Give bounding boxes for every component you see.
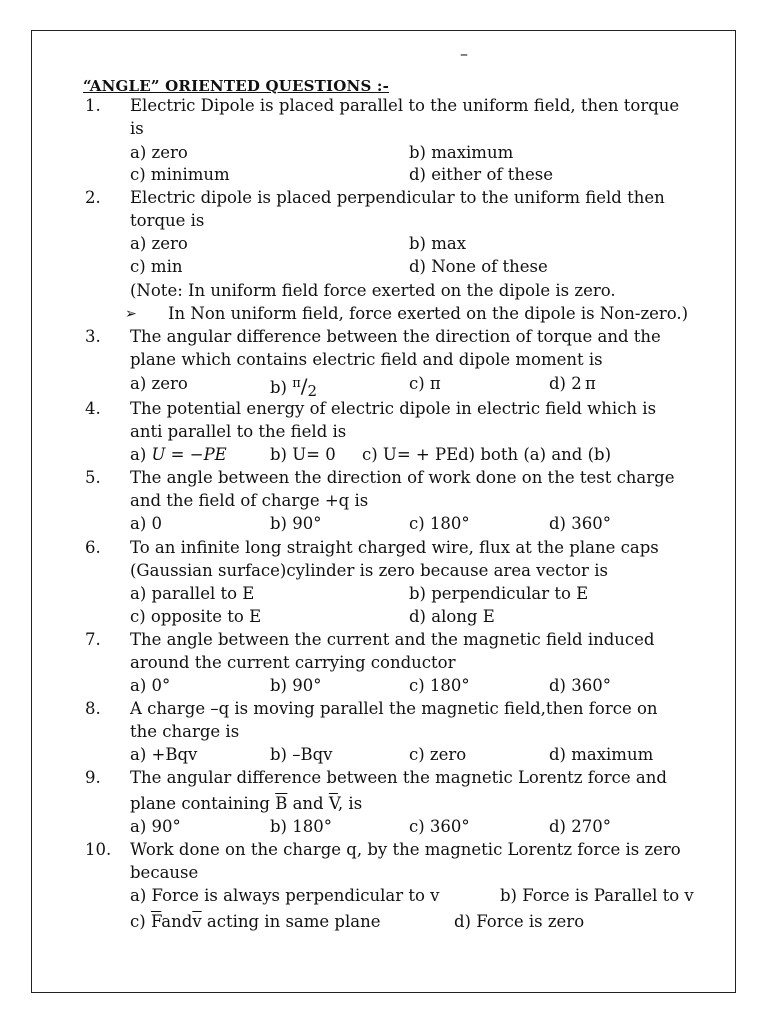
- option-c: c) 180°: [409, 514, 470, 533]
- option-a: a) 90°: [130, 817, 181, 836]
- question-number: 4.: [85, 399, 101, 418]
- question-text: To an infinite long straight charged wire, flux at the plane caps: [130, 538, 659, 557]
- option-d: d) None of these: [409, 257, 548, 276]
- question-number: 8.: [85, 699, 101, 718]
- vector-b: $\overline{B}$: [275, 794, 288, 813]
- page-mark: –: [460, 44, 468, 63]
- vector-v: $\overline{V}$: [328, 794, 338, 813]
- option-b: b) Force is Parallel to v: [500, 886, 694, 905]
- option-c: c) 180°: [409, 676, 470, 695]
- question-text: plane containing $\overline{B}$ and $\overline{V}$, is: [130, 794, 363, 813]
- option-a: a) +Bqv: [130, 745, 198, 764]
- question-text: The angle between the current and the magnetic field induced: [130, 630, 655, 649]
- option-a: a) zero: [130, 234, 188, 253]
- question-text: the charge is: [130, 722, 240, 741]
- option-c: c) min: [130, 257, 183, 276]
- question-number: 1.: [85, 96, 101, 115]
- question-number: 3.: [85, 327, 101, 346]
- option-a: a) 0: [130, 514, 163, 533]
- option-d: d) 360°: [549, 514, 611, 533]
- question-number: 9.: [85, 768, 101, 787]
- question-text: Electric Dipole is placed parallel to the uniform field, then torque: [130, 96, 680, 115]
- question-text: The angular difference between the direction of torque and the: [130, 327, 661, 346]
- question-text: anti parallel to the field is: [130, 422, 347, 441]
- option-a: a) parallel to E: [130, 584, 255, 603]
- option-d: d) Force is zero: [454, 912, 585, 931]
- vector-f: $\overline{F}$: [150, 912, 162, 931]
- option-b: b) perpendicular to E: [409, 584, 589, 603]
- option-a: a) U = −PE: [130, 445, 227, 464]
- question-text: The angle between the direction of work done on the test charge: [130, 468, 675, 487]
- question-number: 5.: [85, 468, 101, 487]
- option-b: b) $^\pi/_2$: [270, 374, 318, 400]
- option-c: c) 360°: [409, 817, 470, 836]
- question-text: torque is: [130, 211, 205, 230]
- option-b: b) U= 0: [270, 445, 336, 464]
- question-number: 2.: [85, 188, 101, 207]
- option-d: d) 2 π: [549, 374, 596, 393]
- option-d: d) maximum: [549, 745, 654, 764]
- question-text: The potential energy of electric dipole in electric field which is: [130, 399, 657, 418]
- vector-v: $\overline{v}$: [192, 912, 202, 931]
- option-b: b) 180°: [270, 817, 332, 836]
- option-b: b) –Bqv: [270, 745, 333, 764]
- question-number: 6.: [85, 538, 101, 557]
- option-b: b) maximum: [409, 143, 514, 162]
- question-text: and the field of charge +q is: [130, 491, 369, 510]
- option-c: c) minimum: [130, 165, 230, 184]
- pi-over-2-fraction: $^\pi/_2$: [292, 374, 318, 400]
- note-text: (Note: In uniform field force exerted on the dipole is zero.: [130, 281, 616, 300]
- option-c-d: c) U= + PEd) both (a) and (b): [362, 445, 612, 464]
- option-b: b) max: [409, 234, 467, 253]
- option-c: c) zero: [409, 745, 467, 764]
- question-text: because: [130, 863, 199, 882]
- option-c: c) π: [409, 374, 441, 393]
- question-text: around the current carrying conductor: [130, 653, 456, 672]
- option-b: b) 90°: [270, 676, 322, 695]
- option-b: b) 90°: [270, 514, 322, 533]
- option-a: a) zero: [130, 374, 188, 393]
- question-number: 7.: [85, 630, 101, 649]
- option-d: d) 360°: [549, 676, 611, 695]
- option-a: a) Force is always perpendicular to v: [130, 886, 440, 905]
- question-text: plane which contains electric field and dipole moment is: [130, 350, 603, 369]
- option-a: a) zero: [130, 143, 188, 162]
- option-c: c) opposite to E: [130, 607, 262, 626]
- page-title: “ANGLE” ORIENTED QUESTIONS :-: [83, 77, 390, 95]
- option-d: d) either of these: [409, 165, 553, 184]
- note-text: In Non uniform field, force exerted on the dipole is Non-zero.): [168, 304, 689, 323]
- option-d: d) along E: [409, 607, 495, 626]
- question-text: A charge –q is moving parallel the magnetic field,then force on: [130, 699, 658, 718]
- option-d: d) 270°: [549, 817, 611, 836]
- question-number: 10.: [85, 840, 112, 859]
- question-text: is: [130, 119, 144, 138]
- question-text: Work done on the charge q, by the magnetic Lorentz force is zero: [130, 840, 681, 859]
- question-text: The angular difference between the magnetic Lorentz force and: [130, 768, 667, 787]
- question-text: Electric dipole is placed perpendicular to the uniform field then: [130, 188, 665, 207]
- arrow-bullet-icon: ➢: [125, 306, 137, 322]
- question-text: (Gaussian surface)cylinder is zero because area vector is: [130, 561, 608, 580]
- option-a: a) 0°: [130, 676, 171, 695]
- option-c: c) $\overline{F}and\overline{v}$ acting in same plane: [130, 912, 381, 931]
